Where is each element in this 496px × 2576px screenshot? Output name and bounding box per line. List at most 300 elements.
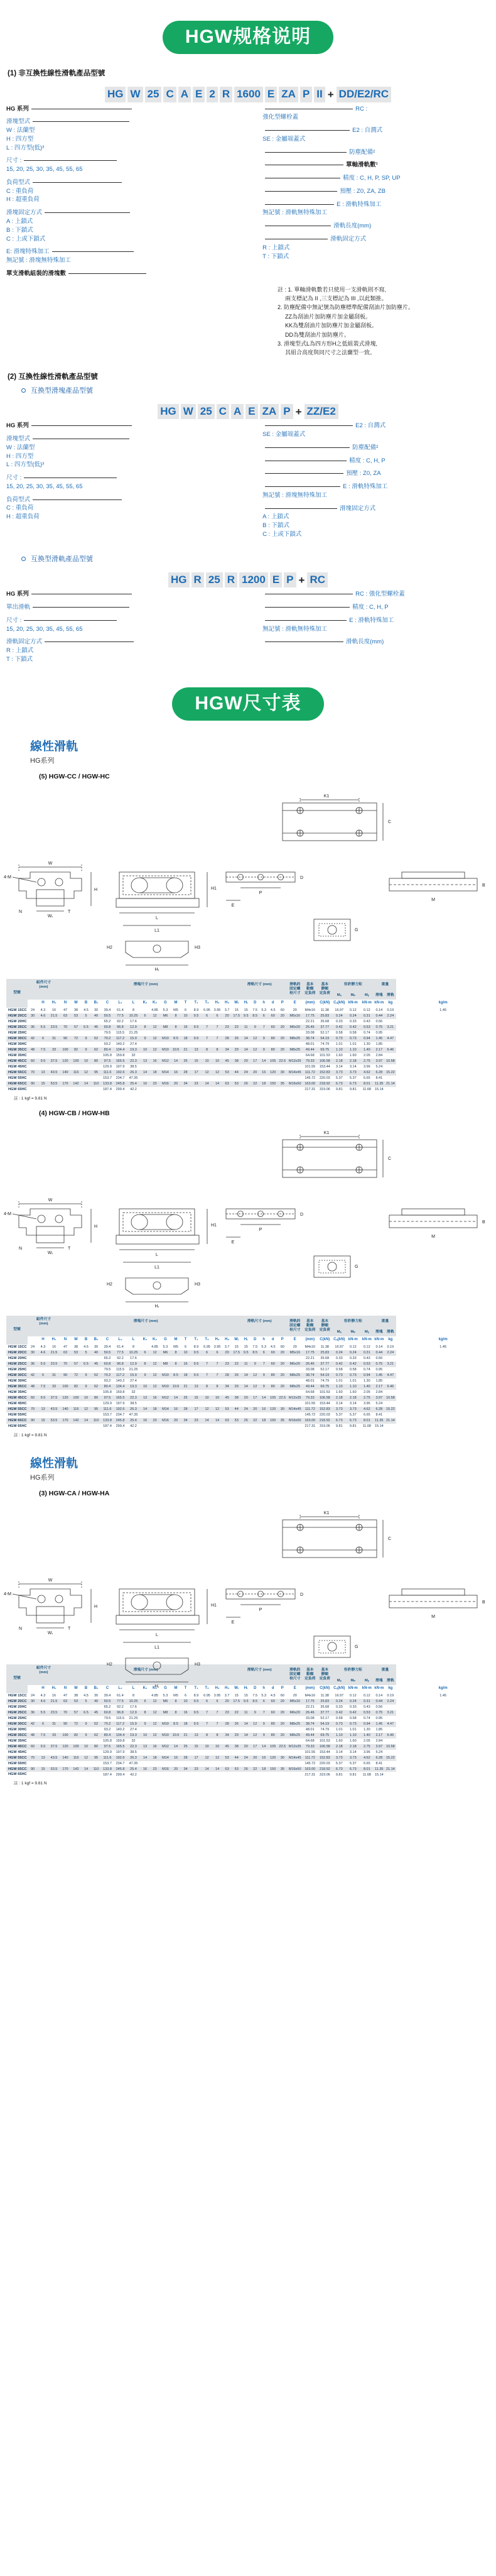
table-cell: M8 [159, 1362, 171, 1367]
table-group-header: 型號 [13, 991, 21, 995]
table-cell: 0.14 [375, 1345, 383, 1349]
block1-heading: (1) 非互換性線性滑軌產品型號 [8, 70, 105, 77]
table-cell [251, 1030, 259, 1036]
table-cell [202, 1750, 212, 1755]
legend-item [262, 126, 490, 144]
table-cell: 0.95 [375, 1716, 383, 1720]
table-cell [28, 1019, 38, 1025]
table-cell: 153.7 [103, 1076, 112, 1080]
legend-title: 預壓 : Z0, ZA [262, 469, 490, 478]
table-cell [140, 1087, 150, 1093]
table-cell [91, 1390, 101, 1395]
table-cell: M10 [159, 1733, 171, 1738]
table-cell: 10.5 [172, 1047, 180, 1052]
table-cell: 0.33 [335, 1019, 343, 1023]
table-cell: 7 [259, 1710, 268, 1716]
table-cell: 6 [259, 1013, 268, 1019]
table-cell: 10.58 [384, 1744, 396, 1750]
table-cell: 23 [191, 1418, 202, 1424]
table-cell: 3.96 [363, 1750, 370, 1754]
table-cell: 9.5 [191, 1350, 202, 1356]
table-cell: 9.5 [191, 1362, 202, 1367]
table-cell: 60 [268, 1350, 278, 1356]
legend-title: 滑塊固定方式 [6, 209, 234, 217]
table-cell: 115.5 [116, 1030, 125, 1035]
legend-line: H : 超重負荷 [6, 196, 40, 204]
table-cell: 120 [268, 1755, 278, 1761]
table-cell [232, 1424, 241, 1429]
table-row [6, 1030, 490, 1036]
table-cell: 23 [222, 1710, 232, 1716]
table-cell [384, 1053, 396, 1059]
table-cell: 5.24 [375, 1401, 383, 1405]
table-cell: 21.14 [384, 1767, 396, 1772]
svg-text:N: N [19, 1626, 23, 1631]
table-cell [232, 1705, 241, 1710]
table-cell: 0.24 [332, 1013, 346, 1019]
table-cell [222, 1042, 232, 1047]
svg-text:Wᵣ: Wᵣ [47, 914, 53, 919]
table-cell [28, 1087, 38, 1093]
table-cell: M5 [173, 1008, 178, 1012]
table-cell: 12 [150, 1699, 159, 1705]
table-cell: 142 [71, 1081, 81, 1087]
table-cell: 234.7 [116, 1412, 125, 1417]
leader-line [265, 425, 353, 426]
table-cell: 57 [71, 1362, 81, 1367]
table-cell: 21.5 [48, 1350, 60, 1356]
table-cell: 11 [241, 1362, 251, 1367]
table-column-header: G [164, 1686, 167, 1691]
table-cell [150, 1087, 159, 1093]
table-cell [81, 1367, 91, 1373]
table-column-header: T [184, 1338, 187, 1342]
table-row [6, 1384, 490, 1390]
legend-line: B : 下鎖式 [6, 226, 33, 234]
code-token: HG [158, 404, 179, 420]
table-cell: 52.17 [320, 1030, 330, 1035]
legend-title: 精度 : C, H, P [262, 603, 490, 612]
table-cell: 110 [91, 1418, 101, 1424]
table-cell: 153.7 [103, 1412, 112, 1417]
legend-item [262, 483, 490, 500]
table-cell: 92.2 [117, 1019, 124, 1023]
svg-text:4-M: 4-M [3, 1211, 11, 1216]
table-cell: 15.22 [384, 1070, 396, 1076]
table-cell [180, 1378, 191, 1384]
table-cell: 22 [251, 1418, 259, 1424]
table-cell: 0.31 [360, 1699, 374, 1705]
table-cell: 3.21 [384, 1362, 396, 1367]
table-cell: 11.68 [362, 1772, 371, 1777]
table-cell: 42 [28, 1373, 38, 1378]
table-cell [60, 1053, 71, 1059]
table-cell: 12 [81, 1070, 91, 1076]
table-cell: 15.9 [127, 1036, 140, 1042]
table-cell [60, 1772, 71, 1777]
variant-label-4: (4) HGW-CB / HGW-HB [39, 1109, 110, 1117]
table-cell [241, 1772, 251, 1777]
table-cell: 9 [259, 1384, 268, 1390]
table-cell: 4.5 [84, 1345, 89, 1349]
table-cell: 8 [140, 1025, 150, 1030]
table-cell: 165.5 [114, 1744, 127, 1750]
table-column-header: kN-m [374, 1338, 384, 1342]
table-cell: 38 [232, 1059, 241, 1064]
legend-title: 負荷型式 [6, 496, 234, 505]
table-subgroup-header: 滑塊 [375, 1678, 383, 1683]
table-cell [287, 1750, 303, 1755]
table-cell: 7 [212, 1362, 222, 1367]
table-cell [222, 1738, 232, 1744]
table-cell: 6.5 [81, 1025, 91, 1030]
table-cell: 30 [28, 1013, 38, 1019]
table-cell: 9.81 [335, 1772, 343, 1777]
table-cell [259, 1412, 268, 1418]
table-cell [48, 1087, 60, 1093]
table-cell [191, 1390, 202, 1395]
legend-item [262, 505, 490, 539]
table-cell: 21.14 [384, 1418, 396, 1424]
legend-item [6, 248, 234, 265]
leader-line [265, 204, 334, 205]
table-cell [241, 1412, 251, 1418]
table-cell: 0.94 [360, 1722, 374, 1727]
table-cell: 38 [232, 1744, 241, 1750]
table-row [6, 1761, 490, 1767]
table-cell: 14 [140, 1755, 150, 1761]
table-cell: 8.01 [360, 1767, 374, 1772]
table-cell [91, 1727, 101, 1733]
table-cell: 105.8 [103, 1738, 112, 1743]
svg-text:D: D [300, 1592, 304, 1597]
table-cell: 97.5 [101, 1744, 114, 1750]
table-cell-model: HGW 25CC [6, 1025, 28, 1030]
table-cell: 22.5 [278, 1744, 287, 1750]
table-cell: 6 [212, 1699, 222, 1705]
table-column-header: L [132, 1686, 135, 1691]
table-group-header: 滑軌尺寸 (mm) [247, 1668, 272, 1673]
table-cell: 11.38 [320, 1008, 329, 1012]
svg-text:L: L [156, 1632, 158, 1637]
table-cell: 16 [259, 1755, 268, 1761]
table-column-header: H₁ [51, 1686, 57, 1691]
table-cell [159, 1390, 171, 1395]
table-cell-model: HGW 45CC [6, 1744, 28, 1750]
table-column-header: Hᵣ [244, 1686, 248, 1691]
table-cell [150, 1401, 159, 1407]
table-cell: 38 [73, 1693, 78, 1698]
table-cell: 34 [222, 1733, 232, 1738]
table-cell: 1.45 [374, 1036, 384, 1042]
table-cell: 111.72 [303, 1407, 317, 1412]
table-cell [60, 1356, 71, 1362]
table-column-header: B₁ [94, 1338, 99, 1342]
table-cell: 12 [251, 1047, 259, 1053]
table-cell [150, 1772, 159, 1777]
table-cell: 26.3 [127, 1755, 140, 1761]
table-cell [268, 1042, 278, 1047]
table-cell [222, 1772, 232, 1777]
table-cell-model: HGW 30HC [8, 1042, 27, 1046]
table-cell [38, 1030, 48, 1036]
table-cell: 3.14 [335, 1064, 343, 1069]
table-cell [191, 1076, 202, 1081]
table-cell: 133.8 [101, 1767, 114, 1772]
table-cell [91, 1705, 101, 1710]
table-cell [251, 1356, 259, 1362]
table-cell: 111.6 [101, 1755, 114, 1761]
table-cell: 26 [241, 1081, 251, 1087]
table-cell: 80 [268, 1047, 278, 1053]
table-cell: 26.46 [303, 1710, 317, 1716]
table-cell [180, 1412, 191, 1418]
table-cell: M6 [159, 1013, 171, 1019]
table-cell [268, 1727, 278, 1733]
table-cell: 1.01 [349, 1042, 357, 1046]
table-cell [140, 1412, 150, 1418]
table-cell [251, 1076, 259, 1081]
table-cell: 16 [171, 1755, 180, 1761]
table-cell: 39.4 [104, 1008, 111, 1012]
table-cell [171, 1390, 180, 1395]
table-cell [140, 1401, 150, 1407]
table-cell: 53.5 [48, 1418, 60, 1424]
table-cell: 17.5 [232, 1699, 241, 1705]
table-cell: 45 [222, 1744, 232, 1750]
table-cell: 8.01 [360, 1418, 374, 1424]
table-cell: 2.84 [375, 1738, 383, 1743]
table-cell: 5.24 [375, 1750, 383, 1754]
table-cell: 2.18 [332, 1395, 346, 1401]
table-cell: 93.2 [104, 1378, 111, 1383]
table-cell [171, 1412, 180, 1418]
table-cell: 15 [234, 1693, 239, 1698]
table-cell: 8.5 [171, 1036, 180, 1042]
table-cell [28, 1716, 38, 1722]
table-cell: 0.44 [374, 1699, 384, 1705]
table-cell: 20 [171, 1418, 180, 1424]
table-group-header: 基本 動額 定負荷 [305, 1667, 316, 1681]
table-cell: 3.14 [349, 1064, 357, 1069]
code-token: C [163, 87, 176, 102]
table-cell [278, 1390, 287, 1395]
legend-line: C : 重負荷 [6, 187, 34, 195]
table-cell: 6 [38, 1722, 48, 1727]
table-cell [81, 1064, 91, 1070]
table-cell [191, 1727, 202, 1733]
table-cell: 3.73 [346, 1070, 360, 1076]
legend-item [262, 105, 490, 123]
table-cell: 50.5 [101, 1013, 114, 1019]
table-cell [268, 1750, 278, 1755]
table-group-spacer [232, 991, 287, 1000]
table-cell [180, 1761, 191, 1767]
block1-legend-left [6, 105, 234, 283]
table-cell: 30 [94, 1345, 99, 1349]
table-cell [28, 1761, 38, 1767]
table-subgroup-header: 滑軌 [387, 1330, 394, 1334]
table-cell: 23 [191, 1081, 202, 1087]
table-cell: 8.41 [375, 1076, 383, 1080]
table-cell: 77.5 [114, 1699, 127, 1705]
table-column-header: K₁ [143, 1686, 148, 1691]
table-cell: 45 [91, 1362, 101, 1367]
table-row [6, 1401, 490, 1407]
table-cell: 9.81 [349, 1087, 357, 1091]
table-cell: 129.9 [103, 1401, 112, 1405]
table-row [6, 1727, 490, 1733]
table-cell: 60.8 [101, 1362, 114, 1367]
block3-legend-right [262, 590, 490, 668]
table-cell: 52 [91, 1722, 101, 1727]
code-token: R [225, 572, 237, 588]
table-cell: 20 [278, 1733, 287, 1738]
table-cell-model: HGW 35CC [6, 1047, 28, 1053]
table-cell: 13 [38, 1755, 48, 1761]
table-column-header: E [293, 1001, 296, 1005]
table-cell: 1.60 [349, 1738, 357, 1743]
table-cell: 3.14 [335, 1750, 343, 1754]
table-cell: 12 [251, 1722, 259, 1727]
table-column-header: Cₐ(kN) [333, 1686, 345, 1691]
table-cell: M8x25 [287, 1373, 303, 1378]
table-cell: 44 [232, 1755, 241, 1761]
svg-text:L: L [156, 1252, 158, 1257]
table-cell: 17.6 [130, 1019, 137, 1023]
table-cell: 23.5 [48, 1710, 60, 1716]
table-cell: 12 [150, 1013, 159, 1019]
table-cell [171, 1738, 180, 1744]
table-cell [71, 1356, 81, 1362]
table-cell: 187.4 [103, 1424, 112, 1428]
table-column-header: d [271, 1686, 274, 1691]
table-cell: 20 [222, 1350, 232, 1356]
table-cell [140, 1424, 150, 1429]
table-cell: 197.9 [116, 1064, 125, 1069]
svg-text:E: E [231, 903, 235, 908]
table-cell: M12 [159, 1395, 171, 1401]
table-cell: 62 [91, 1733, 101, 1738]
table-cell: 17 [191, 1755, 202, 1761]
table-cell: 106.58 [317, 1059, 332, 1064]
table-column-header: kg [388, 1001, 393, 1005]
variant-label-5: (5) HGW-CC / HGW-HC [39, 772, 110, 780]
table-cell: 17 [251, 1059, 259, 1064]
table-cell: 26.3 [127, 1070, 140, 1076]
table-cell: 7 [202, 1710, 212, 1716]
table-cell: 20 [171, 1767, 180, 1772]
table-cell: 6 [38, 1036, 48, 1042]
table-cell: M5x16 [287, 1013, 303, 1019]
table-column-header: L [132, 1338, 135, 1342]
svg-text:G: G [355, 927, 359, 932]
table-cell [71, 1053, 81, 1059]
table-cell: 0.58 [349, 1367, 357, 1372]
table-cell [212, 1390, 222, 1395]
table-cell [259, 1727, 268, 1733]
table-cell: 44 [232, 1407, 241, 1412]
svg-text:H1: H1 [211, 1223, 217, 1228]
table-cell: 12 [202, 1755, 212, 1761]
table-cell: 1.45 [439, 1693, 447, 1698]
table-row [6, 1395, 490, 1401]
table-row [6, 1378, 490, 1384]
table-cell [38, 1750, 48, 1755]
leader-line [265, 152, 347, 153]
table-cell: 26 [232, 1722, 241, 1727]
spec-table-wrap-5 [6, 979, 490, 1101]
table-cell: 65.2 [104, 1019, 111, 1023]
table-cell: 96.8 [114, 1362, 127, 1367]
table-cell [287, 1019, 303, 1025]
table-cell: 187.4 [103, 1087, 112, 1091]
table-column-header: Wᵣ [234, 1686, 239, 1691]
table-cell [38, 1356, 48, 1362]
block1-code-row [0, 87, 496, 102]
table-cell: 26 [241, 1418, 251, 1424]
table-cell: 0.73 [332, 1373, 346, 1378]
table-column-header: C(kN) [320, 1686, 330, 1691]
table-cell [278, 1053, 287, 1059]
legend-title: 尺寸 : [6, 156, 234, 165]
table-cell: 12 [150, 1373, 159, 1378]
table-cell: 10 [140, 1384, 150, 1390]
table-cell: 2.84 [375, 1053, 383, 1057]
table-cell [48, 1390, 60, 1395]
table-cell: 159.8 [116, 1738, 125, 1743]
table-column-header: kN-m [362, 1686, 372, 1691]
table-cell [150, 1053, 159, 1059]
table-cell: 63 [222, 1081, 232, 1087]
table-cell: 9.5 [191, 1710, 202, 1716]
table-cell [202, 1772, 212, 1777]
table-column-header: h [262, 1338, 266, 1342]
table-cell [71, 1772, 81, 1777]
table-column-header: Hᵣ [244, 1338, 248, 1342]
table-cell: 80 [268, 1384, 278, 1390]
table-cell: 26 [241, 1767, 251, 1772]
table-cell [384, 1378, 396, 1384]
table-cell: 0.42 [346, 1025, 360, 1030]
table-cell [241, 1750, 251, 1755]
table-cell [222, 1750, 232, 1755]
table-cell: 95 [91, 1407, 101, 1412]
table-cell: 5 [81, 1350, 91, 1356]
table-cell: 18 [180, 1373, 191, 1378]
table-cell: 8 [202, 1047, 212, 1053]
table-row [6, 1424, 490, 1429]
table-cell: 9.5 [191, 1036, 202, 1042]
table-cell: 17 [191, 1070, 202, 1076]
table-cell: 5.37 [349, 1076, 357, 1080]
table-cell: 150 [268, 1418, 278, 1424]
table-cell: 9 [140, 1036, 150, 1042]
table-cell: 11.38 [320, 1693, 329, 1698]
table-cell [212, 1412, 222, 1418]
table-cell: 35.68 [320, 1705, 330, 1709]
table-cell: 100 [71, 1059, 81, 1064]
table-cell-model: HGW 30HC [8, 1727, 27, 1732]
table-cell: 31 [48, 1722, 60, 1727]
block1-legend-right [262, 105, 490, 283]
table-cell: 12 [251, 1036, 259, 1042]
table-cell: 3.95 [213, 1693, 221, 1698]
table-cell: 4.5 [84, 1008, 89, 1012]
table-cell [232, 1412, 241, 1418]
table-subgroup-header: 滑塊 [375, 1330, 383, 1334]
table-cell-model: HGW 45HC [8, 1401, 27, 1405]
